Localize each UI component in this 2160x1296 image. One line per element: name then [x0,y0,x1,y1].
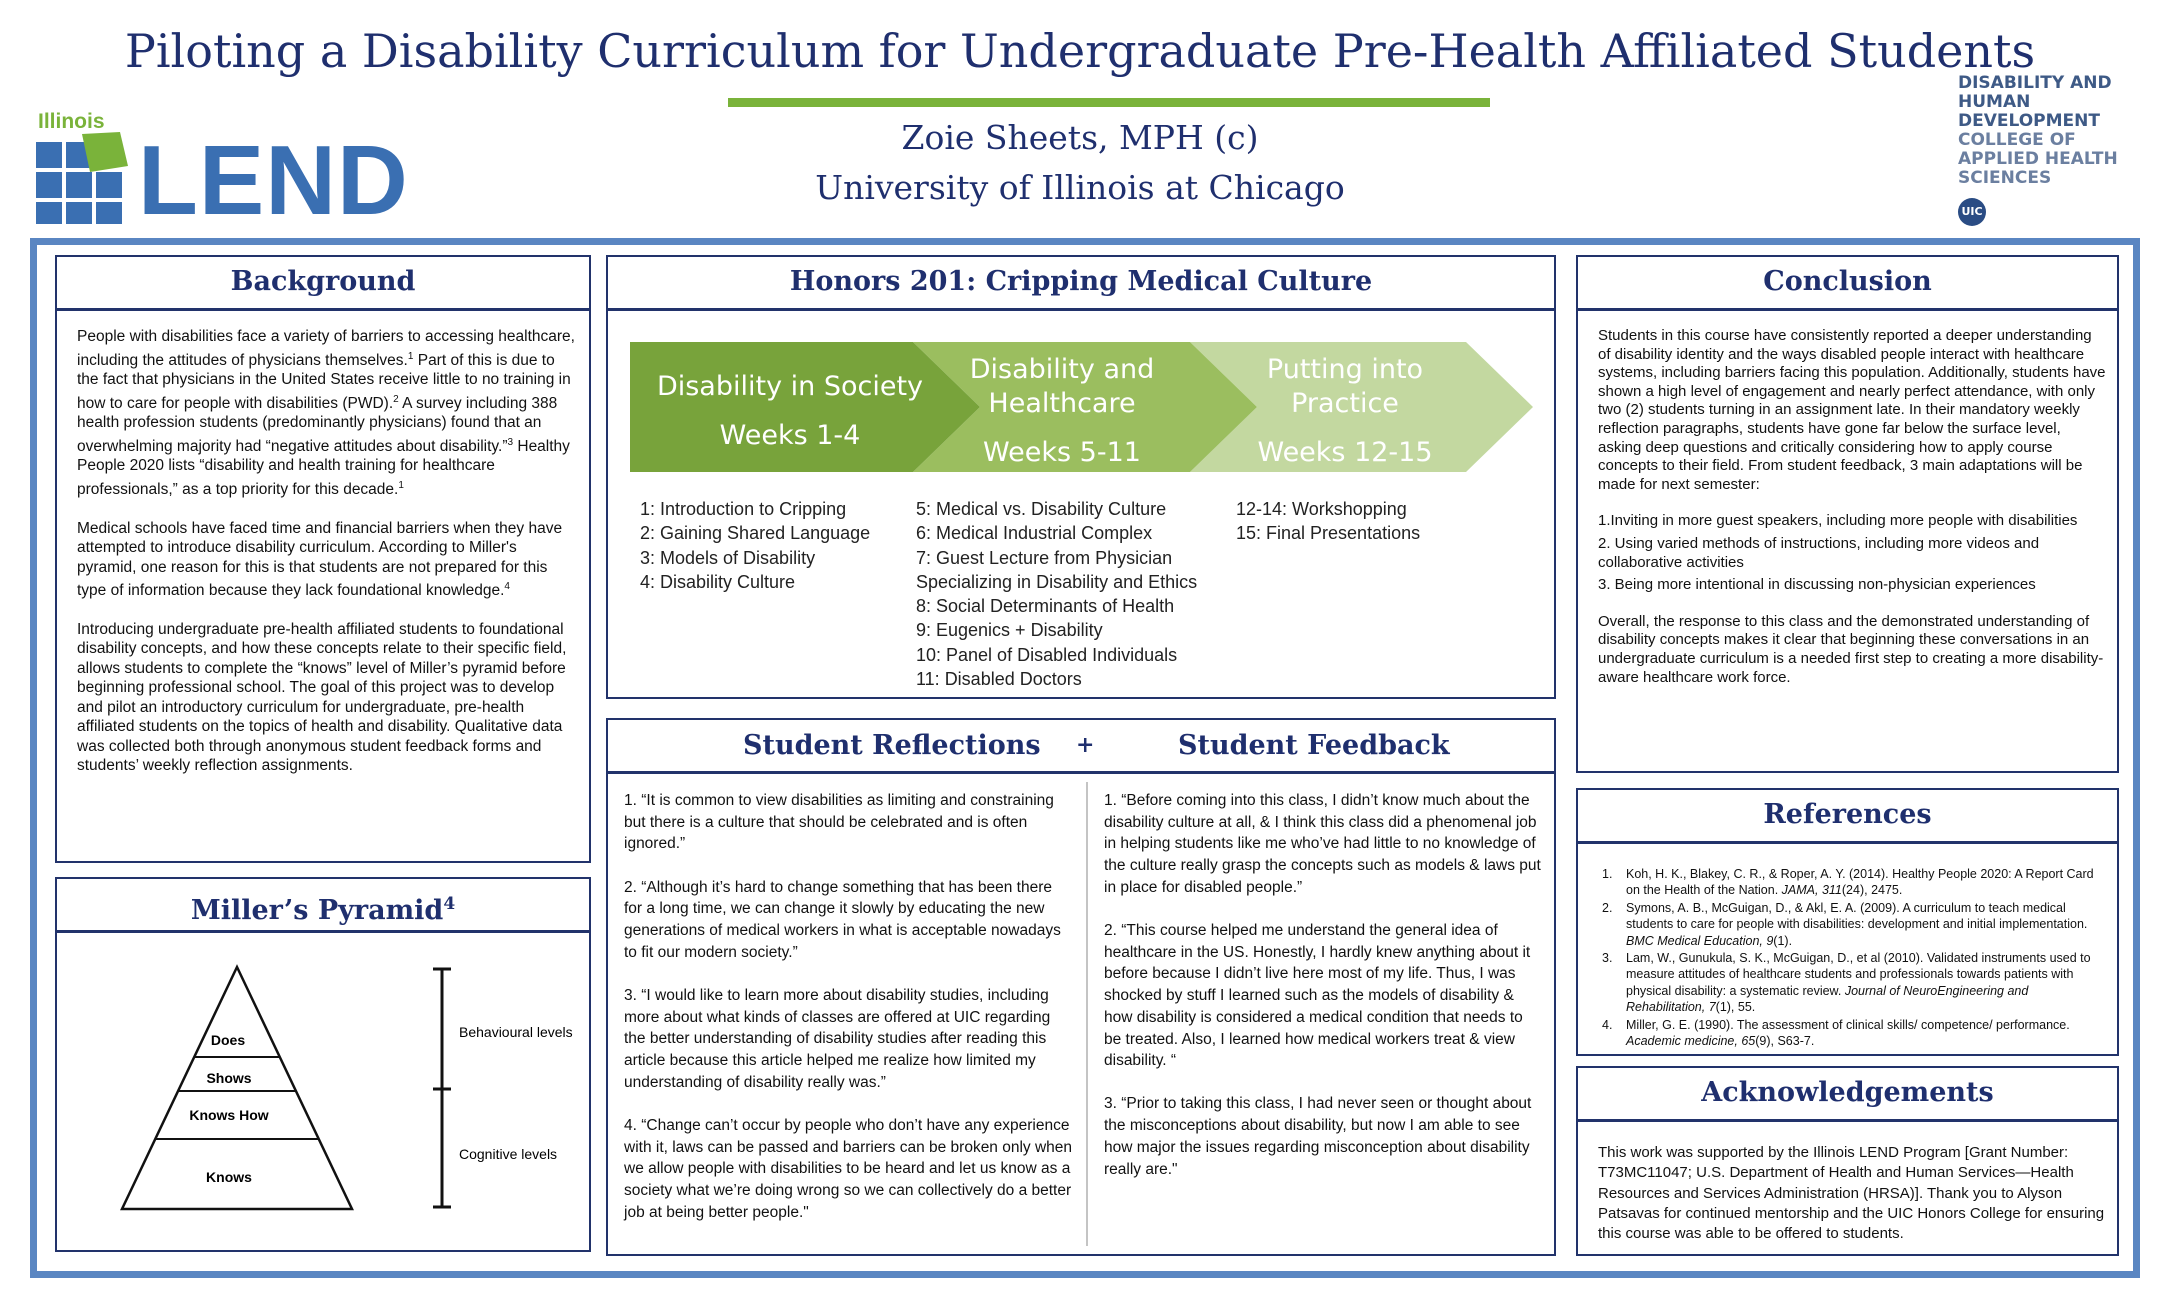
week-item: 9: Eugenics + Disability [916,620,1103,641]
dhd-logo-line: COLLEGE OF [1958,130,2076,150]
conclusion-heading: Conclusion [1578,257,2117,311]
dhd-logo-line: SCIENCES [1958,168,2052,188]
feedback-quote: 2. “This course helped me understand the general idea of healthcare in the US. Honestly, I hardly knew anything about it before because I didn’t live here most of my life. Thus, I was shocked by stuff I learned such as the models of disability & how disability is considered a medical condition that needs to be treated. Also, I learned how medical workers treat & view disability. “ [1104,922,1531,1070]
conclusion-item: 3. Being more intentional in discussing non-physician experiences [1598,576,2036,594]
poster-title: Piloting a Disability Curriculum for Undergraduate Pre-Health Affiliated Students [124,24,2036,78]
dhd-logo-line: DISABILITY AND [1958,73,2112,93]
week-item: 1: Introduction to Cripping [640,499,847,519]
pyramid-label-cognitive: Cognitive levels [459,1146,558,1162]
weeks-5-11-list [916,497,1197,691]
phase-2-title: Disability and [969,354,1155,385]
phase-3-weeks: Weeks 12-15 [1257,437,1433,468]
reference-item: 1. Koh, H. K., Blakey, C. R., & Roper, A. Y. (2014). Healthy People 2020: A Report Card on the Health of the Nation. JAMA, 311(24), 2475. [1602,867,2094,898]
reflection-quote: 4. “Change can’t occur by people who don’t have any experience with it, laws can be passed and barriers can be broken only when we allow people with disabilities to be heard and let us know as a society what we’re doing wrong so we can collectively do a better job at being better people." [624,1116,1073,1221]
title-underline [728,98,1490,107]
reflections-feedback-heading [608,720,1554,774]
phase-2-title-line2: Healthcare [988,388,1136,419]
week-item: 12-14: Workshopping [1236,499,1407,519]
references-panel [1576,788,2119,1056]
background-paragraph: Medical schools have faced time and financial barriers when they have attempted to introduce disability curriculum. According to Miller's pyramid, one reason for this is that students are not prepared for this type of information because they lack foundational knowledge.$^4$ [77,519,563,600]
dhd-logo-line: APPLIED HEALTH [1958,149,2118,169]
student-feedback-text [1104,790,1544,1202]
acknowledgements-heading: Acknowledgements [1578,1068,2117,1122]
week-item: 5: Medical vs. Disability Culture [916,499,1167,519]
lend-logo-squares-icon [36,132,136,224]
reflection-quote: 1. “It is common to view disabilities as limiting and constraining but there is a culture that should be celebrated and is often ignored.” [624,792,1054,853]
weeks-1-4-list [640,497,870,594]
phase-2-weeks: Weeks 5-11 [983,437,1141,468]
honors-course-panel [606,255,1556,699]
plus-sign: + [1076,732,1095,758]
course-phases-diagram [630,342,1550,477]
feedback-quote: 3. “Prior to taking this class, I had never seen or thought about the misconceptions about disability, but now I am able to see how major the issues regarding misconception about disability really are." [1104,1095,1532,1178]
reflection-quote: 2. “Although it’s hard to change something that has been there for a long time, we can change it slowly by educating the new generations of medical workers in what is acceptable nowadays to fit our modern society.” [624,878,1061,961]
reference-item: 2. Symons, A. B., McGuigan, D., & Akl, E. A. (2009). A curriculum to teach medical students to care for people with disabilities: development and initial implementation. BMC Medical Education, 9(1). [1602,900,2088,948]
dhd-logo [1958,74,2148,226]
pyramid-level-shows: Shows [206,1070,252,1086]
author-affiliation: University of Illinois at Chicago [815,168,1345,207]
column-divider [1086,782,1088,1246]
feedback-quote: 1. “Before coming into this class, I didn’t know much about the disability culture at all, & I think this class did a phenomenal job in helping students like me who’ve had little to no knowledge of the culture really grasp the concepts such as models & laws put in place for disabled people.” [1104,792,1541,896]
uic-badge-icon: UIC [1958,198,1986,226]
student-reflections-text [624,790,1074,1245]
week-item: Specializing in Disability and Ethics [916,571,1198,592]
week-item: 3: Models of Disability [640,547,816,568]
week-item: 10: Panel of Disabled Individuals [916,644,1178,665]
dhd-logo-line: HUMAN [1958,92,2031,112]
reference-item: 3. Lam, W., Gunukula, S. K., McGuigan, D., et al (2010). Validated instruments used to measure attitudes of healthcare students and professionals towards patients with physical disability: a systematic review. Journal of NeuroEngineering and Rehabilitation, 7(1), 55. [1602,951,2091,1015]
miller-pyramid-diagram [67,939,582,1249]
pyramid-level-does: Does [210,1032,246,1048]
week-item: 15: Final Presentations [1236,523,1421,544]
background-panel [55,255,591,863]
lend-logo-illinois: Illinois [38,110,105,133]
background-paragraph: People with disabilities face a variety of barriers to accessing healthcare, including the attitudes of physicians themselves.$^1$ Part of this is due to the fact that physicians in the United States receive little to no training in how to care for people with disabilities (PWD).$^2$ A survey including 388 health profession students (predominantly physicians) found that an overwhelming majority had “negative attitudes about disability.”$^3$ Healthy People 2020 lists “disability and health training for healthcare professionals,” as a top priority for this decade.$^1$ [77,328,575,499]
lend-logo-wordmark: LEND [138,125,409,235]
reflection-quote: 3. “I would like to learn more about disability studies, including more about what kinds of classes are offered at UIC regarding the better understanding of disability studies after reading this article because this article helped me realize how limited my understanding of disability really was.” [624,986,1051,1091]
pyramid-level-knows-how: Knows How [189,1107,269,1123]
phase-3-title-line2: Practice [1291,388,1399,419]
background-heading: Background [57,257,589,311]
miller-panel [55,877,591,1252]
conclusion-panel [1576,255,2119,773]
feedback-heading: Student Feedback [1178,730,1450,761]
conclusion-paragraph: Students in this course have consistently reported a deeper understanding of disability identity and the ways disabled people interact with healthcare systems, including barriers facing this population. Additionally, students have shown a high level of engagement and nearly perfect attendance, with only two (2) students turning in an assignment late. In their mandatory weekly reflection paragraphs, students have gone far below the surface level, asking deep questions and critically considering how to apply course concepts to their field. From student feedback, 3 main adaptations will be made for next semester: [1598,327,2106,493]
week-item: 2: Gaining Shared Language [640,523,871,544]
pyramid-label-behavioural: Behavioural levels [459,1024,573,1040]
weeks-12-15-list [1236,497,1420,546]
week-item: 6: Medical Industrial Complex [916,523,1153,544]
references-list [1602,866,2102,1050]
phase-1-weeks: Weeks 1-4 [719,420,861,451]
author-name: Zoie Sheets, MPH (c) [901,118,1259,157]
week-item: 4: Disability Culture [640,571,796,592]
lend-logo [36,110,409,235]
conclusion-item: 1.Inviting in more guest speakers, including more people with disabilities [1598,512,2078,530]
reference-item: 4. Miller, G. E. (1990). The assessment of clinical skills/ competence/ performance. Academic medicine, 65(9), S63-7. [1602,1017,2070,1049]
week-item: 7: Guest Lecture from Physician [916,547,1173,568]
references-heading: References [1578,790,2117,844]
background-text [77,327,577,795]
honors-heading: Honors 201: Cripping Medical Culture [608,257,1554,311]
acknowledgements-panel [1576,1066,2119,1256]
reflections-heading: Student Reflections [743,730,1041,761]
pyramid-level-knows: Knows [206,1169,252,1185]
phase-1-title: Disability in Society [656,371,924,402]
reflections-feedback-panel [606,718,1556,1256]
background-paragraph: Introducing undergraduate pre-health affiliated students to foundational disability concepts, and how these concepts relate to their specific field, allows students to complete the “knows” level of Miller’s pyramid before beginning professional school. The goal of this project was to develop and pilot an introductory curriculum for undergraduate, pre-health affiliated students on the topics of health and disability. Qualitative data was collected both through anonymous student feedback forms and students’ weekly reflection assignments. [77,620,567,775]
miller-heading: Miller’s Pyramid$^4$ [57,879,589,933]
week-item: 11: Disabled Doctors [916,669,1082,690]
conclusion-text [1598,327,2108,705]
conclusion-item: 2. Using varied methods of instructions, including more videos and collaborative activities [1598,534,2040,571]
dhd-logo-line: DEVELOPMENT [1958,111,2100,131]
phase-3-title: Putting into [1266,354,1424,385]
week-item: 8: Social Determinants of Health [916,596,1175,617]
conclusion-paragraph: Overall, the response to this class and the demonstrated understanding of disability concepts makes it clear that beginning these conversations in an undergraduate curriculum is a needed first step to creating a more disability-aware healthcare work force. [1598,612,2104,686]
acknowledgements-text: This work was supported by the Illinois LEND Program [Grant Number: T73MC11047; U.S. Department of Health and Human Services—Health Resources and Services Administration (HRSA)]. Thank you to Alyson Patsavas for continued mentorship and the UIC Honors College for ensuring this course was able to be offered to students. [1598,1144,2105,1243]
